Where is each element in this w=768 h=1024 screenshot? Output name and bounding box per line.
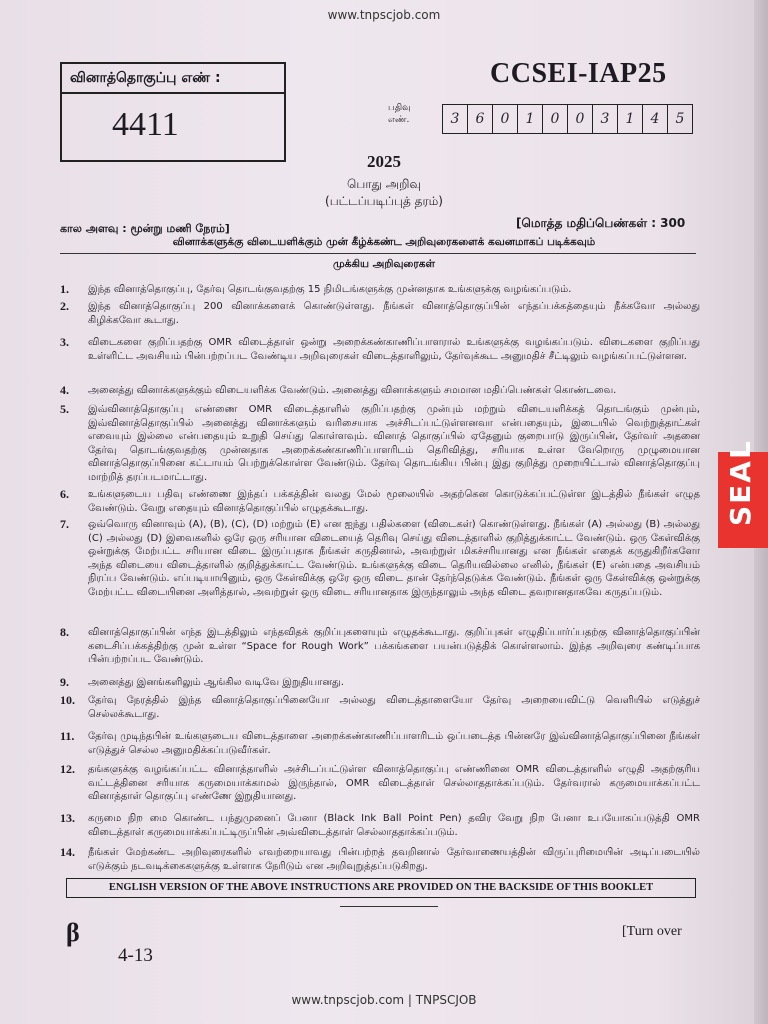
register-digit: 0 <box>568 105 593 133</box>
instruction-number: 7. <box>60 517 69 531</box>
instruction-text: இவ்வினாத்தொகுப்பு எண்ணை OMR விடைத்தாளில் குறிப்பதற்கு முன்பும் மற்றும் விடையளிக்கத் தொடங்கும் முன்பும், இவ்வினாத்தொகுப்பில் அனைத்து வினாக்களும் வரிசையாக அச்சிடப்பட்டுள்ளனவா என்பதையும், இடையில் வெற்றுத்தாட்கள் எவையும் இல்லை என்பதையும் உறுதி செய்து கொள்ளவும். வினாத் தொகுப்பில் ஏதேனும் குறைபாடு இருப்பின், தேர்வர் அதனை தேர்வு தொடங்குவதற்கு முன்னதாக அறைக்கண்காணிப்பாளரிடம் தெரிவித்து, சரியாக உள்ள வேறொரு முழுமையான வினாத்தொகுப்பினை கட்டாயம் பெற்றுக்கொள்ள வேண்டும். தேர்வு தொடங்கிய பின்பு இது குறித்து முறையிட்டால் வினாத்தொகுப்பு மாற்றித் தரப்படமாட்டாது. <box>88 404 700 483</box>
english-version-note: ENGLISH VERSION OF THE ABOVE INSTRUCTIONS ARE PROVIDED ON THE BACKSIDE OF THIS BOOKLET <box>66 878 696 898</box>
instruction-item <box>60 488 700 515</box>
instruction-number: 8. <box>60 625 69 639</box>
instruction-item <box>60 676 700 690</box>
booklet-number-label: வினாத்தொகுப்பு எண் : <box>62 64 284 94</box>
register-digit: 0 <box>543 105 568 133</box>
instruction-number: 14. <box>60 845 75 859</box>
subject-level: (பட்டப்படிப்புத் தரம்) <box>325 194 443 208</box>
subject-block <box>0 176 768 210</box>
register-label-line1: பதிவு <box>388 103 411 113</box>
instruction-number: 4. <box>60 383 69 397</box>
instruction-number: 5. <box>60 402 69 416</box>
instruction-item <box>60 730 700 757</box>
instruction-item <box>60 846 700 873</box>
instruction-item <box>60 626 700 667</box>
register-digit: 4 <box>643 105 668 133</box>
instruction-item <box>60 518 700 599</box>
turn-over-note: [Turn over <box>622 924 682 939</box>
important-instructions-heading: முக்கிய அறிவுரைகள் <box>333 258 435 270</box>
instruction-number: 12. <box>60 762 75 776</box>
register-digit: 6 <box>468 105 493 133</box>
register-number-boxes <box>442 104 693 134</box>
version-symbol: β <box>66 918 80 947</box>
instruction-text: தேர்வு நேரத்தில் இந்த வினாத்தொகுப்பினையோ அல்லது விடைத்தாளையோ தேர்வு அறையைவிட்டு வெளியில் எடுத்துச் செல்லக்கூடாது. <box>88 695 700 720</box>
instruction-text: கருமை நிற மை கொண்ட பந்துமுனைப் பேனா (Black Ink Ball Point Pen) தவிர வேறு நிற பேனா உபயோகப்படுத்தி OMR விடைத்தாள் கருமையாக்கப்பட்டிருப்பின் அவ்விடைத்தாள் செல்லாததாக்கப்படும். <box>88 813 700 838</box>
instruction-number: 2. <box>60 299 69 313</box>
instruction-text: வினாத்தொகுப்பின் எந்த இடத்திலும் எந்தவிதக் குறிப்புகளையும் எழுதக்கூடாது. குறிப்புகள் எழுதிப்பார்ப்பதற்கு வினாத்தொகுப்பின் கடைசிப்பக்கத்திற்கு முன் உள்ள “Space for Rough Work” பக்கங்களை பயன்படுத்திக் கொள்ளலாம். இந்த அறிவுரை கண்டிப்பாக பின்பற்றப்பட வேண்டும். <box>88 627 700 665</box>
instruction-item <box>60 283 700 297</box>
register-digit: 1 <box>618 105 643 133</box>
instruction-number: 9. <box>60 675 69 689</box>
instruction-number: 1. <box>60 282 69 296</box>
exam-code: CCSEI-IAP25 <box>490 58 667 89</box>
instruction-text: இந்த வினாத்தொகுப்பு 200 வினாக்களைக் கொண்டுள்ளது. நீங்கள் வினாத்தொகுப்பின் எந்தப்பக்கத்தையும் நீக்கவோ அல்லது கிழிக்கவோ கூடாது. <box>88 301 700 326</box>
instruction-text: இந்த வினாத்தொகுப்பு, தேர்வு தொடங்குவதற்கு 15 நிமிடங்களுக்கு முன்னதாக உங்களுக்கு வழங்கப்படும். <box>88 284 572 295</box>
site-url-bottom: www.tnpscjob.com | TNPSCJOB <box>291 993 477 1007</box>
instruction-item <box>60 812 700 839</box>
divider-line <box>60 253 696 254</box>
instruction-item <box>60 694 700 721</box>
instruction-text: அனைத்து இனங்களிலும் ஆங்கில வடிவே இறுதியானது. <box>88 677 344 688</box>
instruction-text: தேர்வு முடிந்தபின் உங்களுடைய விடைத்தாளை அறைக்கண்காணிப்பாளரிடம் ஒப்படைத்த பின்னரே இவ்வினாத்தொகுப்பினை நீங்கள் எடுத்துச் செல்ல அனுமதிக்கப்படுவீர்கள். <box>88 731 700 756</box>
register-digit: 1 <box>518 105 543 133</box>
total-marks: [மொத்த மதிப்பெண்கள் : 300 <box>516 216 686 230</box>
instruction-text: விடைகளை குறிப்பதற்கு OMR விடைத்தாள் ஒன்று அறைக்கண்காணிப்பாளரால் உங்களுக்கு வழங்கப்படும். விடைகளை குறிப்பது உள்ளிட்ட அவசியம் பின்பற்றப்பட வேண்டிய அறிவுரைகள் விடைத்தாளிலும், தேர்வுக்கூட அனுமதிச் சீட்டிலும் வழங்கப்பட்டுள்ளன. <box>88 337 700 362</box>
booklet-number-value: 4411 <box>112 106 179 143</box>
instruction-text: ஒவ்வொரு வினாவும் (A), (B), (C), (D) மற்றும் (E) என ஐந்து பதில்களை (விடைகள்) கொண்டுள்ளது. நீங்கள் (A) அல்லது (B) அல்லது (C) அல்லது (D) இவைகளில் ஒரே ஒரு சரியான விடையைத் தெரிவு செய்து விடைத்தாளில் குறித்துக்காட்ட வேண்டும். ஒரு கேள்விக்கு ஒன்றுக்கு மேற்பட்ட சரியான விடை இருப்பதாக நீங்கள் கருதினால், அவற்றுள் மிகச்சரியானது என நீங்கள் எதைக் கருதுகிறீர்களோ அந்த விடையை விடைத்தாளில் குறித்துக்காட்ட வேண்டும். உங்களுக்கு விடை தெரியவில்லை எனில், நீங்கள் (E) என்பதை அவசியம் நிரப்ப வேண்டும். எப்படியாயினும், ஒரு கேள்விக்கு ஒரே ஒரு விடை தான் தேர்ந்தெடுக்க வேண்டும். நீங்கள் ஒரு கேள்விக்கு ஒன்றுக்கு மேற்பட்ட விடையினை அளித்தால், அவற்றுள் ஒரு விடை சரியானதாக இருந்தாலும் அந்த விடை தவறானதாகவே கருதப்படும். <box>88 519 700 598</box>
site-url-top: www.tnpscjob.com <box>327 8 441 22</box>
register-digit: 3 <box>443 105 468 133</box>
instruction-text: உங்களுடைய பதிவு எண்ணை இந்தப் பக்கத்தின் வலது மேல் மூலையில் அதற்கென கொடுக்கப்பட்டுள்ள இடத்தில் நீங்கள் எழுத வேண்டும். வேறு எதையும் வினாத்தொகுப்பில் எழுதக்கூடாது. <box>88 489 700 514</box>
register-digit: 5 <box>675 111 685 127</box>
instruction-text: நீங்கள் மேற்கண்ட அறிவுரைகளில் எவற்றையாவது பின்பற்றத் தவறினால் தேர்வாணையத்தின் விருப்புரிமையின் அடிப்படையில் எடுக்கும் நடவடிக்கைகளுக்கு உள்ளாக நேரிடும் என அறிவுறுத்தப்படுகிறது. <box>88 847 700 872</box>
register-label-line2: எண். <box>388 115 410 125</box>
register-number-label <box>388 102 436 126</box>
register-digit: 0 <box>493 105 518 133</box>
subject-title: பொது அறிவு <box>347 177 421 191</box>
instruction-number: 13. <box>60 811 75 825</box>
instruction-item <box>60 763 700 804</box>
instruction-item <box>60 384 700 398</box>
register-digit: 3 <box>593 105 618 133</box>
instruction-item <box>60 403 700 484</box>
instruction-item <box>60 300 700 327</box>
time-duration: கால அளவு : மூன்று மணி நேரம்] <box>60 222 230 235</box>
instruction-number: 11. <box>60 729 75 743</box>
instruction-number: 6. <box>60 487 69 501</box>
instruction-item <box>60 336 700 363</box>
page-code: 4-13 <box>118 945 153 966</box>
exam-year: 2025 <box>367 152 401 171</box>
short-divider-line <box>340 906 438 907</box>
instruction-number: 10. <box>60 693 75 707</box>
instruction-text: அனைத்து வினாக்களுக்கும் விடையளிக்க வேண்டும். அனைத்து வினாக்களும் சமமான மதிப்பெண்கள் கொண்டவை. <box>88 385 617 396</box>
instruction-text: தங்களுக்கு வழங்கப்பட்ட வினாத்தாளில் அச்சிடப்பட்டுள்ள வினாத்தொகுப்பு எண்ணினை OMR விடைத்தாளில் எழுதி அதற்குரிய வட்டத்தினை சரியாக கருமையாக்காமல் இருந்தால், OMR விடைத்தாள் செல்லாததாக்கப்படும். தேர்வரால் கருமையாக்கப்பட்ட வினாத்தாள் தொகுப்பு எண்ணே இறுதியானது. <box>88 764 700 802</box>
instruction-number: 3. <box>60 335 69 349</box>
read-instructions-note: வினாக்களுக்கு விடையளிக்கும் முன் கீழ்க்கண்ட அறிவுரைகளைக் கவனமாகப் படிக்கவும் <box>172 236 596 248</box>
seal-label: SEAL <box>724 439 757 526</box>
booklet-number-box <box>60 62 286 162</box>
